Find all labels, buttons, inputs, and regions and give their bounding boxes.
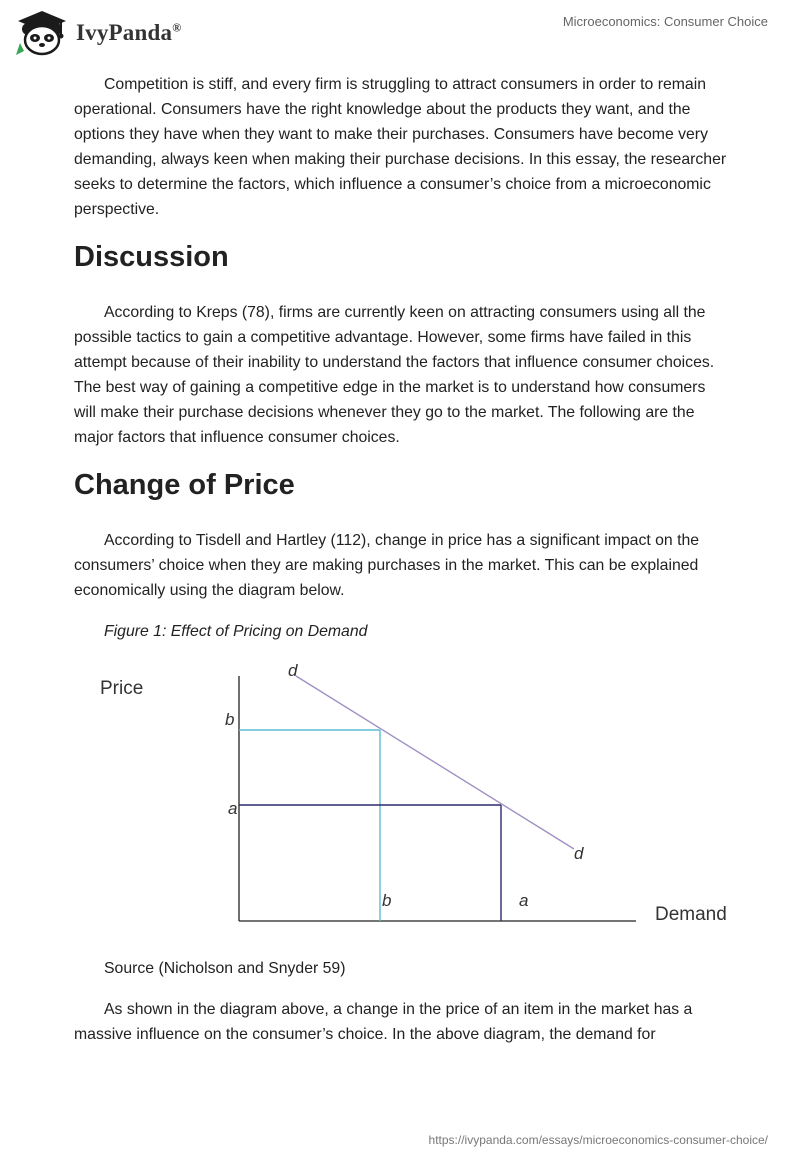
demand-curve	[296, 676, 574, 849]
panda-graduate-icon	[14, 9, 70, 57]
figure-source: Source (Nicholson and Snyder 59)	[104, 960, 346, 977]
demand-figure	[74, 656, 730, 956]
source-url[interactable]: https://ivypanda.com/essays/microeconomics-consumer-choice/	[428, 1133, 768, 1147]
figure-caption: Figure 1: Effect of Pricing on Demand	[104, 623, 368, 640]
y-axis-label: Price	[100, 678, 144, 699]
price-a-label: a	[228, 799, 238, 818]
heading-change-of-price: Change of Price	[74, 469, 295, 501]
essay-content	[74, 70, 730, 1063]
intro-paragraph: Competition is stiff, and every firm is struggling to attract consumers in order to remain operational. Consumers have the right knowledge about the products they want, and the options they have when they want to make their purchases. Consumers have become very demanding, always keen when making their purchase decisions. In this essay, the researcher seeks to determine the factors, which influence a consumer’s choice from a microeconomic perspective.	[74, 76, 727, 218]
price-b-label: b	[225, 710, 235, 729]
page-header	[0, 0, 800, 70]
curve-label-start: d	[288, 661, 298, 680]
demand-chart	[74, 656, 730, 956]
document-title: Microeconomics: Consumer Choice	[562, 14, 768, 29]
closing-paragraph: As shown in the diagram above, a change in the price of an item in the market has a massive influence on the consumer’s choice. In the above diagram, the demand for	[74, 1001, 693, 1043]
discussion-paragraph: According to Kreps (78), firms are currently keen on attracting consumers using all the possible tactics to gain a competitive advantage. However, some firms have failed in this attempt because of their inability to understand the factors that influence consumer choices. The best way of gaining a competitive edge in the market is to understand how consumers will make their purchase decisions whenever they go to the market. The following are the major factors that influence consumer choices.	[74, 304, 715, 446]
demand-a-label: a	[519, 891, 529, 910]
x-axis-label: Demand	[655, 904, 727, 925]
demand-b-label: b	[382, 891, 392, 910]
price-paragraph: According to Tisdell and Hartley (112), change in price has a significant impact on the consumers’ choice when they are making purchases in the market. This can be explained economically using the diagram below.	[74, 532, 700, 599]
brand-name: IvyPanda®	[76, 20, 182, 45]
curve-label-end: d	[574, 844, 584, 863]
heading-discussion: Discussion	[74, 241, 229, 273]
ivypanda-logo[interactable]	[14, 8, 204, 58]
